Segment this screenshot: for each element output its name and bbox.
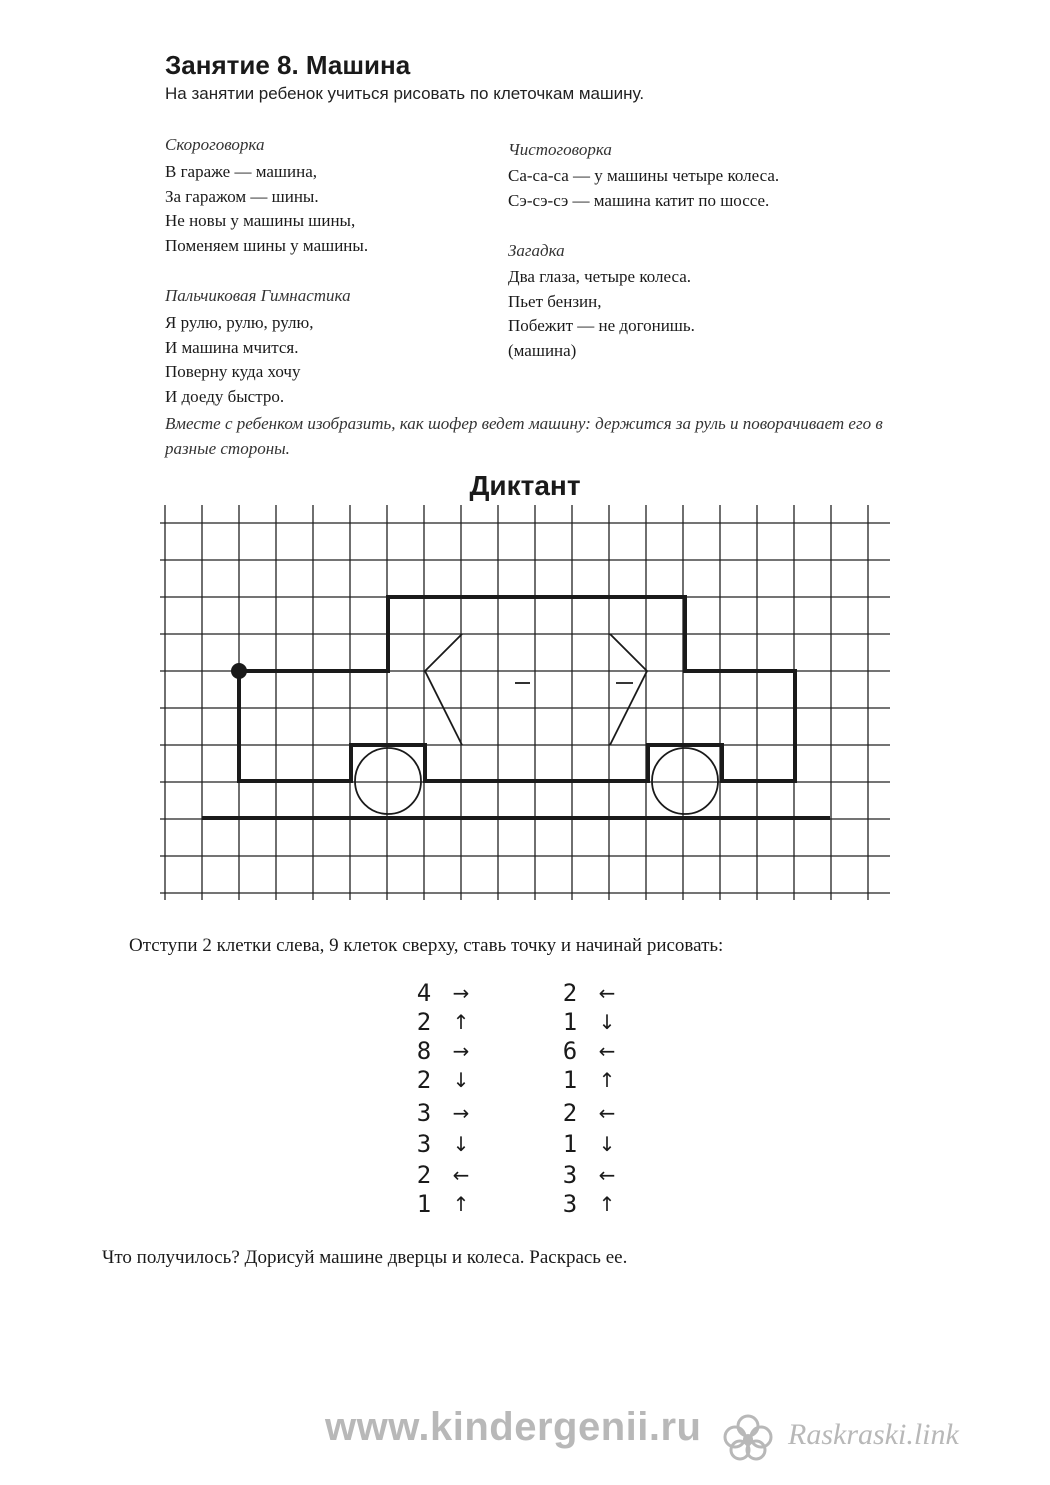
text-line: Я рулю, рулю, рулю, (165, 313, 314, 332)
finger-gym-note: Вместе с ребенком изобразить, как шофер ведет машину: держится за руль и поворачивает его в разные стороны. (165, 414, 883, 458)
text-line: Пьет бензин, (508, 291, 602, 311)
pure-speech-heading: Чистоговорка (508, 140, 612, 159)
command-step (412, 1066, 486, 1095)
arrow-left-icon: ← (598, 1101, 616, 1125)
text-line: В гараже — машина, (165, 162, 317, 181)
text-line: Поменяем шины у машины. (165, 235, 369, 255)
finger-gym-heading: Пальчиковая Гимнастика (165, 286, 351, 305)
step-count: 1 (562, 1008, 578, 1036)
commands-right (558, 979, 632, 1219)
commands-left (412, 979, 486, 1219)
command-step (558, 979, 632, 1008)
step-count: 8 (416, 1037, 432, 1065)
arrow-up-icon: ↑ (598, 1192, 616, 1216)
pure-speech-text (508, 164, 779, 213)
step-count: 1 (416, 1190, 432, 1218)
page-title: Занятие 8. Машина (165, 50, 411, 80)
arrow-left-icon: ← (598, 981, 616, 1005)
step-count: 2 (562, 1099, 578, 1127)
car-body-outline (239, 597, 795, 781)
text-line: И доеду быстро. (165, 386, 285, 406)
arrow-down-icon: ↓ (598, 1010, 616, 1034)
command-step (412, 979, 486, 1008)
text-line: Сэ-сэ-сэ — машина катит по шоссе. (508, 190, 770, 210)
command-step (558, 1099, 632, 1128)
step-count: 2 (416, 1161, 432, 1189)
site-watermark-2[interactable]: Raskraski.link (788, 1418, 959, 1451)
command-step (412, 1130, 486, 1159)
text-line: За гаражом — шины. (165, 186, 319, 206)
finger-gym-text (165, 311, 313, 409)
step-count: 3 (562, 1190, 578, 1218)
text-line: Не новы у машины шины, (165, 211, 356, 230)
step-count: 1 (562, 1130, 578, 1158)
text-line: Са-са-са — у машины четыре колеса. (508, 166, 780, 185)
text-line: Побежит — не догонишь. (508, 316, 695, 335)
arrow-down-icon: ↓ (452, 1068, 470, 1092)
command-step (558, 1066, 632, 1095)
step-count: 2 (416, 1066, 432, 1094)
riddle-text (508, 265, 695, 363)
command-step (412, 1008, 486, 1037)
arrow-down-icon: ↓ (598, 1132, 616, 1156)
command-step (558, 1130, 632, 1159)
dictation-instruction: Отступи 2 клетки слева, 9 клеток сверху, ставь точку и начинай рисовать: (129, 935, 724, 956)
command-step (412, 1099, 486, 1128)
riddle-heading: Загадка (508, 241, 565, 260)
command-step (412, 1161, 486, 1190)
arrow-up-icon: ↑ (452, 1192, 470, 1216)
arrow-left-icon: ← (452, 1163, 470, 1187)
start-dot (231, 663, 247, 679)
step-count: 3 (416, 1099, 432, 1127)
step-count: 6 (562, 1037, 578, 1065)
flower-logo-icon (720, 1412, 776, 1462)
arrow-down-icon: ↓ (452, 1132, 470, 1156)
command-step (412, 1037, 486, 1066)
car-wheel-front (355, 748, 421, 814)
dictation-grid (150, 500, 895, 905)
step-count: 3 (562, 1161, 578, 1189)
arrow-up-icon: ↑ (598, 1068, 616, 1092)
step-count: 2 (562, 979, 578, 1007)
page-subtitle: На занятии ребенок учиться рисовать по клеточкам машину. (165, 84, 645, 103)
car-wheel-rear (652, 748, 718, 814)
step-count: 1 (562, 1066, 578, 1094)
step-count: 4 (416, 979, 432, 1007)
command-step (558, 1190, 632, 1219)
arrow-left-icon: ← (598, 1163, 616, 1187)
command-step (412, 1190, 486, 1219)
arrow-up-icon: ↑ (452, 1010, 470, 1034)
arrow-right-icon: → (452, 981, 470, 1005)
text-line: Два глаза, четыре колеса. (508, 267, 692, 286)
car-window-left (425, 634, 462, 745)
arrow-left-icon: ← (598, 1039, 616, 1063)
car-window-right (610, 634, 647, 745)
command-step (558, 1037, 632, 1066)
arrow-right-icon: → (452, 1039, 470, 1063)
site-watermark[interactable]: www.kindergenii.ru (325, 1405, 702, 1449)
final-task: Что получилось? Дорисуй машине дверцы и колеса. Раскрась ее. (102, 1247, 628, 1268)
step-count: 2 (416, 1008, 432, 1036)
tongue-twister-text (165, 160, 368, 258)
step-count: 3 (416, 1130, 432, 1158)
text-line: (машина) (508, 340, 577, 360)
text-line: И машина мчится. (165, 337, 299, 357)
command-step (558, 1008, 632, 1037)
dictation-title: Диктант (469, 470, 581, 501)
command-step (558, 1161, 632, 1190)
arrow-right-icon: → (452, 1101, 470, 1125)
text-line: Поверну куда хочу (165, 362, 301, 381)
tongue-twister-heading: Скороговорка (165, 135, 265, 154)
